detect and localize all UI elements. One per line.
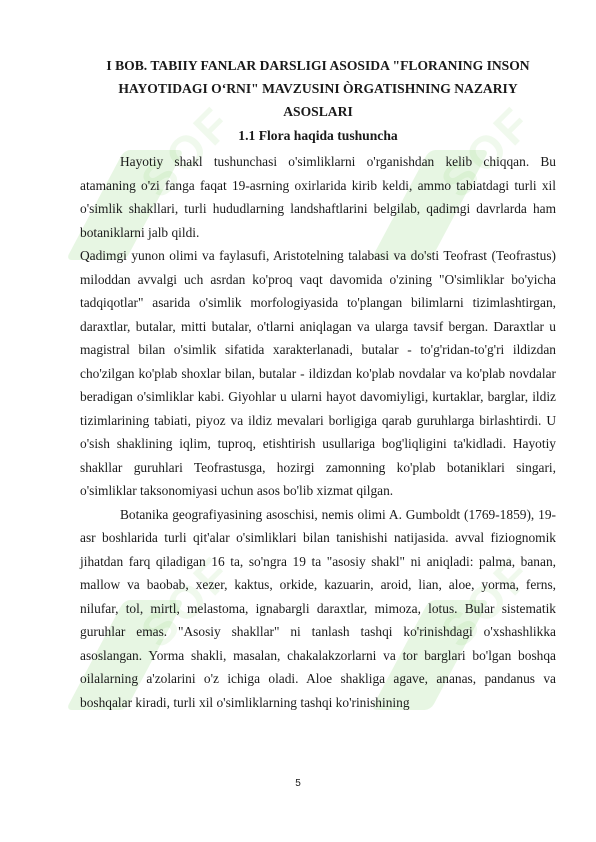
paragraph: Qadimgi yunon olimi va faylasufi, Aristotelning talabasi va do'sti Teofrast (Teofrastus) miloddan avvalgi uch asrdan ko'proq vaqt davomida o'zining "O'simliklar bo'yicha tadqiqotlar" asarida o'simlik morfologiyasida to'plangan bilimlarni tizimlashtirgan, daraxtlar, butalar, mitti butalar, o'tlarni aniqlagan va ularga tavsif bergan. Daraxtlar u magistral bilan o'simlik sifatida xarakterlanadi, butalar - to'g'ridan-to'g'ri ildizdan cho'zilgan ko'plab shoxlar bilan, butalar - ildizdan ko'plab novdalar va ko'plab novdalar beradigan o'simliklar kabi. Giyohlar u ularni hayot davomiyligi, kurtaklar, barglar, ildiz tizimlarining tabiati, piyoz va ildiz mevalari borligiga qarab guruhlarga birlashtirdi. U o'sish shaklining iqlim, tuproq, etishtirish usullariga bog'liqligini ta'kidladi. Hayotiy shakllar guruhlari Teofrastusga, hozirgi zamonning ko'plab botaniklari singari, o'simliklar taksonomiyasi uchun asos bo'lib xizmat qilgan. — [80, 248, 556, 498]
watermark-text: SOF — [130, 95, 243, 208]
watermark-text: SOF — [430, 95, 543, 208]
watermark-text: SOF — [430, 545, 543, 658]
chapter-heading-line: ASOSLARI — [283, 104, 353, 119]
watermark-text: SOF — [130, 545, 243, 658]
page-number: 5 — [295, 778, 301, 789]
chapter-heading-line: I BOB. TABIIY FANLAR DARSLIGI ASOSIDA "FLORANING INSON — [106, 58, 530, 73]
chapter-heading — [80, 54, 556, 123]
paragraph: Hayotiy shakl tushunchasi o'simliklarni o'rganishdan kelib chiqqan. Bu atamaning o'zi fanga faqat 19-asrning oxirlarida kirib keldi, ammo tabiatdagi turli xil o'simlik shakllari, turli hududlarning landshaftlarini belgilab, qadimgi davrlarda ham botaniklarni jalb qildi. — [80, 154, 556, 240]
body-text — [80, 150, 556, 714]
section-title: 1.1 Flora haqida tushuncha — [238, 128, 398, 143]
paragraph: Botanika geografiyasining asoschisi, nemis olimi A. Gumboldt (1769-1859), 19-asr boshlarida turli qit'alar o'simliklari bilan tanishishi natijasida. avval fiziognomik jihatdan farq qiladigan 16 ta, so'ngra 19 ta "asosiy shakl" ni aniqladi: palma, banan, mallow va baobab, xezer, kaktus, orkide, kazuarin, aroid, lian, aloe, yorma, ferns, nilufar, tol, mirtl, melastoma, ignabargli daraxtlar, mimoza, lotus. Bular sistematik guruhlar emas. "Asosiy shakllar" ni tanlash tashqi ko'rinishdagi o'xshashlikka asoslangan. Yorma shakli, masalan, chakalakzorlarni va tor barglari bo'lgan boshqa oilalarning a'zolarini o'z ichiga oladi. Aloe shakliga agave, ananas, pandanus va boshqalar kiradi, turli xil o'simliklarning tashqi ko'rinishining — [80, 506, 556, 710]
chapter-heading-line: HAYOTIDAGI O‘RNI" MAVZUSINI ÒRGATISHNING NAZARIY — [118, 81, 518, 96]
